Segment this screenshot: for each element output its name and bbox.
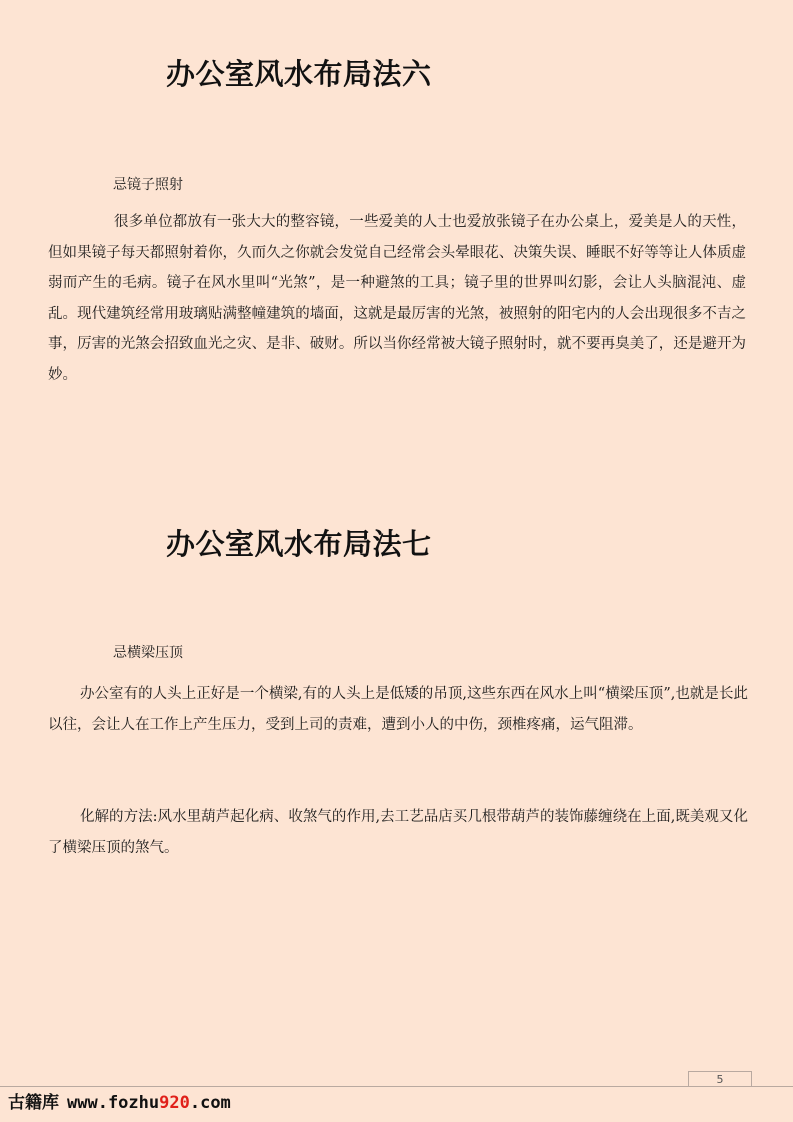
page-number: 5 [688,1071,752,1087]
footer-divider [0,1086,793,1087]
footer-url-prefix: www.fozhu [67,1093,160,1113]
footer-url-number: 920 [159,1093,190,1113]
body-paragraph-remedy: 化解的方法:风水里葫芦起化病、收煞气的作用,去工艺品店买几根带葫芦的装饰藤缠绕在上面,既美观又化了横梁压顶的煞气。 [48,809,748,856]
body-paragraph-beam: 办公室有的人头上正好是一个横梁,有的人头上是低矮的吊顶,这些东西在风水上叫“横梁压顶”,也就是长此以往，会让人在工作上产生压力，受到上司的责难，遭到小人的中伤，颈椎疼痛，运气阻滞。 [48,686,748,733]
footer-brand-name: 古籍库 [8,1093,59,1113]
section-subheading-beam: 忌横梁压顶 [113,645,183,661]
footer-url-suffix: .com [189,1093,231,1113]
footer-watermark [8,1092,231,1114]
section-heading-7: 办公室风水布局法七 [166,527,432,561]
section-subheading-mirror: 忌镜子照射 [113,177,183,193]
section-heading-6: 办公室风水布局法六 [166,57,432,91]
body-paragraph-mirror: 很多单位都放有一张大大的整容镜，一些爱美的人士也爱放张镜子在办公桌上，爱美是人的天性，但如果镜子每天都照射着你，久而久之你就会发觉自己经常会头晕眼花、决策失误、睡眠不好等等让人体质虚弱而产生的毛病。镜子在风水里叫“光煞”，是一种避煞的工具；镜子里的世界叫幻影，会让人头脑混沌、虚乱。现代建筑经常用玻璃贴满整幢建筑的墙面，这就是最厉害的光煞，被照射的阳宅内的人会出现很多不吉之事，厉害的光煞会招致血光之灾、是非、破财。所以当你经常被大镜子照射时，就不要再臭美了，还是避开为妙。 [48,214,746,383]
